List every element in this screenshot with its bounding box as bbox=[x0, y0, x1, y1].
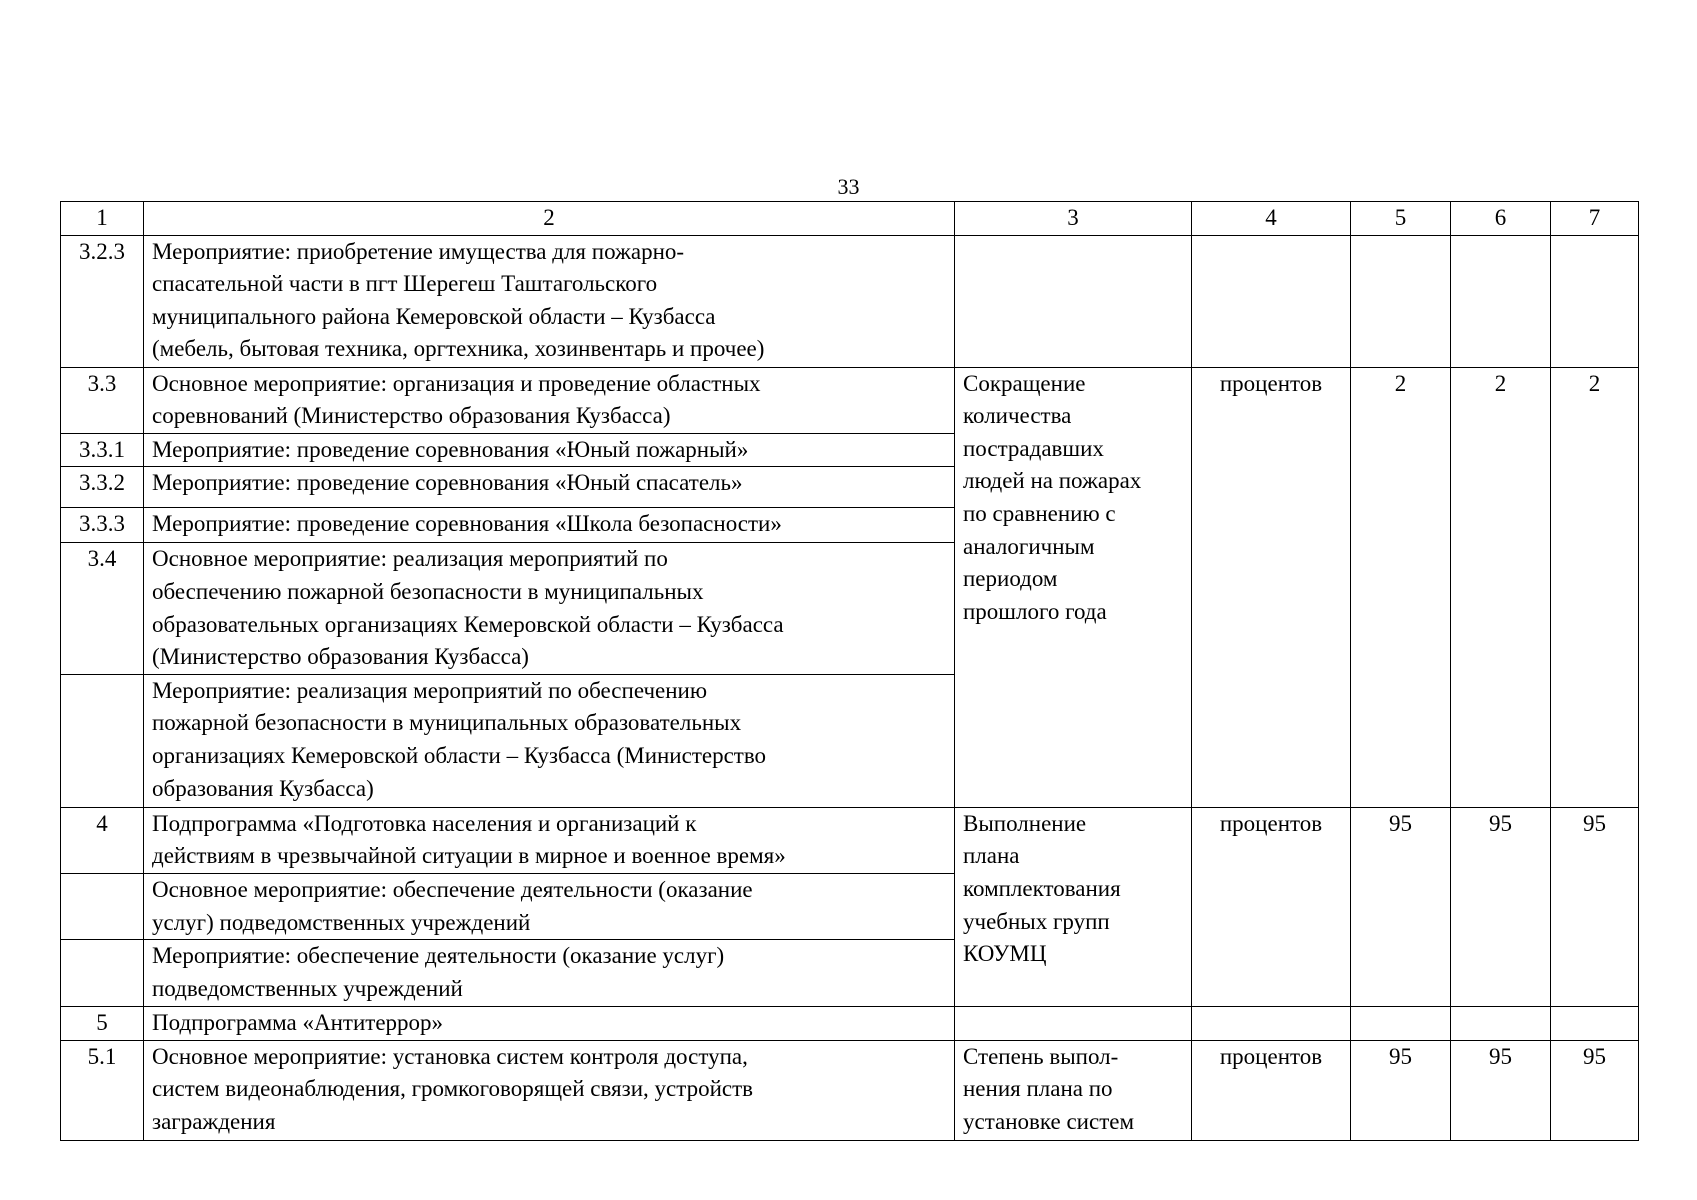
indicator-unit: процентов bbox=[1192, 1040, 1351, 1140]
table-header-row bbox=[61, 202, 1639, 236]
row-number bbox=[61, 940, 144, 1007]
indicator-value-5: 95 bbox=[1351, 1040, 1451, 1140]
program-indicators-table bbox=[60, 201, 1639, 1141]
empty-cell bbox=[1551, 1007, 1639, 1041]
row-number: 5 bbox=[61, 1007, 144, 1041]
table-row bbox=[61, 367, 1639, 433]
empty-cell bbox=[1451, 1007, 1551, 1041]
column-header: 5 bbox=[1351, 202, 1451, 236]
column-header: 2 bbox=[144, 202, 955, 236]
indicator-value-7: 95 bbox=[1551, 807, 1639, 1006]
empty-cell bbox=[1351, 1007, 1451, 1041]
indicator-value-6: 95 bbox=[1451, 807, 1551, 1006]
indicator-unit: процентов bbox=[1192, 367, 1351, 807]
empty-cell bbox=[1192, 235, 1351, 367]
row-text: Мероприятие: проведение соревнования «Юный спасатель» bbox=[144, 467, 955, 508]
row-text: Основное мероприятие: реализация мероприятий по обеспечению пожарной безопасности в муниципальных образовательных организациях Кемеровской области – Кузбасса (Министерство образования Кузбасса) bbox=[144, 543, 955, 674]
row-text: Основное мероприятие: установка систем контроля доступа, систем видеонаблюдения, громкоговорящей связи, устройств заграждения bbox=[144, 1040, 955, 1140]
row-number: 3.3.3 bbox=[61, 508, 144, 543]
row-text: Основное мероприятие: обеспечение деятельности (оказание услуг) подведомственных учреждений bbox=[144, 873, 955, 939]
indicator-value-7: 2 bbox=[1551, 367, 1639, 807]
column-header: 6 bbox=[1451, 202, 1551, 236]
table-row bbox=[61, 807, 1639, 873]
row-number: 5.1 bbox=[61, 1040, 144, 1140]
row-number: 4 bbox=[61, 807, 144, 873]
empty-cell bbox=[1351, 235, 1451, 367]
column-header: 7 bbox=[1551, 202, 1639, 236]
row-number: 3.3.1 bbox=[61, 433, 144, 467]
row-text: Мероприятие: приобретение имущества для пожарно- спасательной части в пгт Шерегеш Таштагольского муниципального района Кемеровской области – Кузбасса (мебель, бытовая техника, оргтехника, хозинвентарь и прочее) bbox=[144, 235, 955, 367]
indicator-name: Выполнение плана комплектования учебных групп КОУМЦ bbox=[955, 807, 1192, 1006]
row-number: 3.3.2 bbox=[61, 467, 144, 508]
table-row bbox=[61, 1007, 1639, 1041]
row-number bbox=[61, 674, 144, 807]
row-text: Подпрограмма «Антитеррор» bbox=[144, 1007, 955, 1041]
indicator-name: Степень выпол- нения плана по установке систем bbox=[955, 1040, 1192, 1140]
row-text: Подпрограмма «Подготовка населения и организаций к действиям в чрезвычайной ситуации в мирное и военное время» bbox=[144, 807, 955, 873]
row-text: Мероприятие: обеспечение деятельности (оказание услуг) подведомственных учреждений bbox=[144, 940, 955, 1007]
row-number: 3.3 bbox=[61, 367, 144, 433]
table-row bbox=[61, 235, 1639, 367]
empty-cell bbox=[955, 1007, 1192, 1041]
row-text: Мероприятие: реализация мероприятий по обеспечению пожарной безопасности в муниципальных образовательных организациях Кемеровской области – Кузбасса (Министерство образования Кузбасса) bbox=[144, 674, 955, 807]
indicator-value-6: 2 bbox=[1451, 367, 1551, 807]
row-number: 3.4 bbox=[61, 543, 144, 674]
indicator-value-6: 95 bbox=[1451, 1040, 1551, 1140]
column-header: 4 bbox=[1192, 202, 1351, 236]
column-header: 3 bbox=[955, 202, 1192, 236]
column-header: 1 bbox=[61, 202, 144, 236]
table-row bbox=[61, 1040, 1639, 1140]
indicator-name: Сокращение количества пострадавших людей на пожарах по сравнению с аналогичным периодом прошлого года bbox=[955, 367, 1192, 807]
indicator-value-5: 2 bbox=[1351, 367, 1451, 807]
indicator-unit: процентов bbox=[1192, 807, 1351, 1006]
empty-cell bbox=[955, 235, 1192, 367]
empty-cell bbox=[1192, 1007, 1351, 1041]
row-text: Основное мероприятие: организация и проведение областных соревнований (Министерство образования Кузбасса) bbox=[144, 367, 955, 433]
empty-cell bbox=[1451, 235, 1551, 367]
row-number: 3.2.3 bbox=[61, 235, 144, 367]
row-text: Мероприятие: проведение соревнования «Юный пожарный» bbox=[144, 433, 955, 467]
indicator-value-5: 95 bbox=[1351, 807, 1451, 1006]
row-text: Мероприятие: проведение соревнования «Школа безопасности» bbox=[144, 508, 955, 543]
page-number: 33 bbox=[837, 174, 860, 199]
empty-cell bbox=[1551, 235, 1639, 367]
indicator-value-7: 95 bbox=[1551, 1040, 1639, 1140]
row-number bbox=[61, 873, 144, 939]
